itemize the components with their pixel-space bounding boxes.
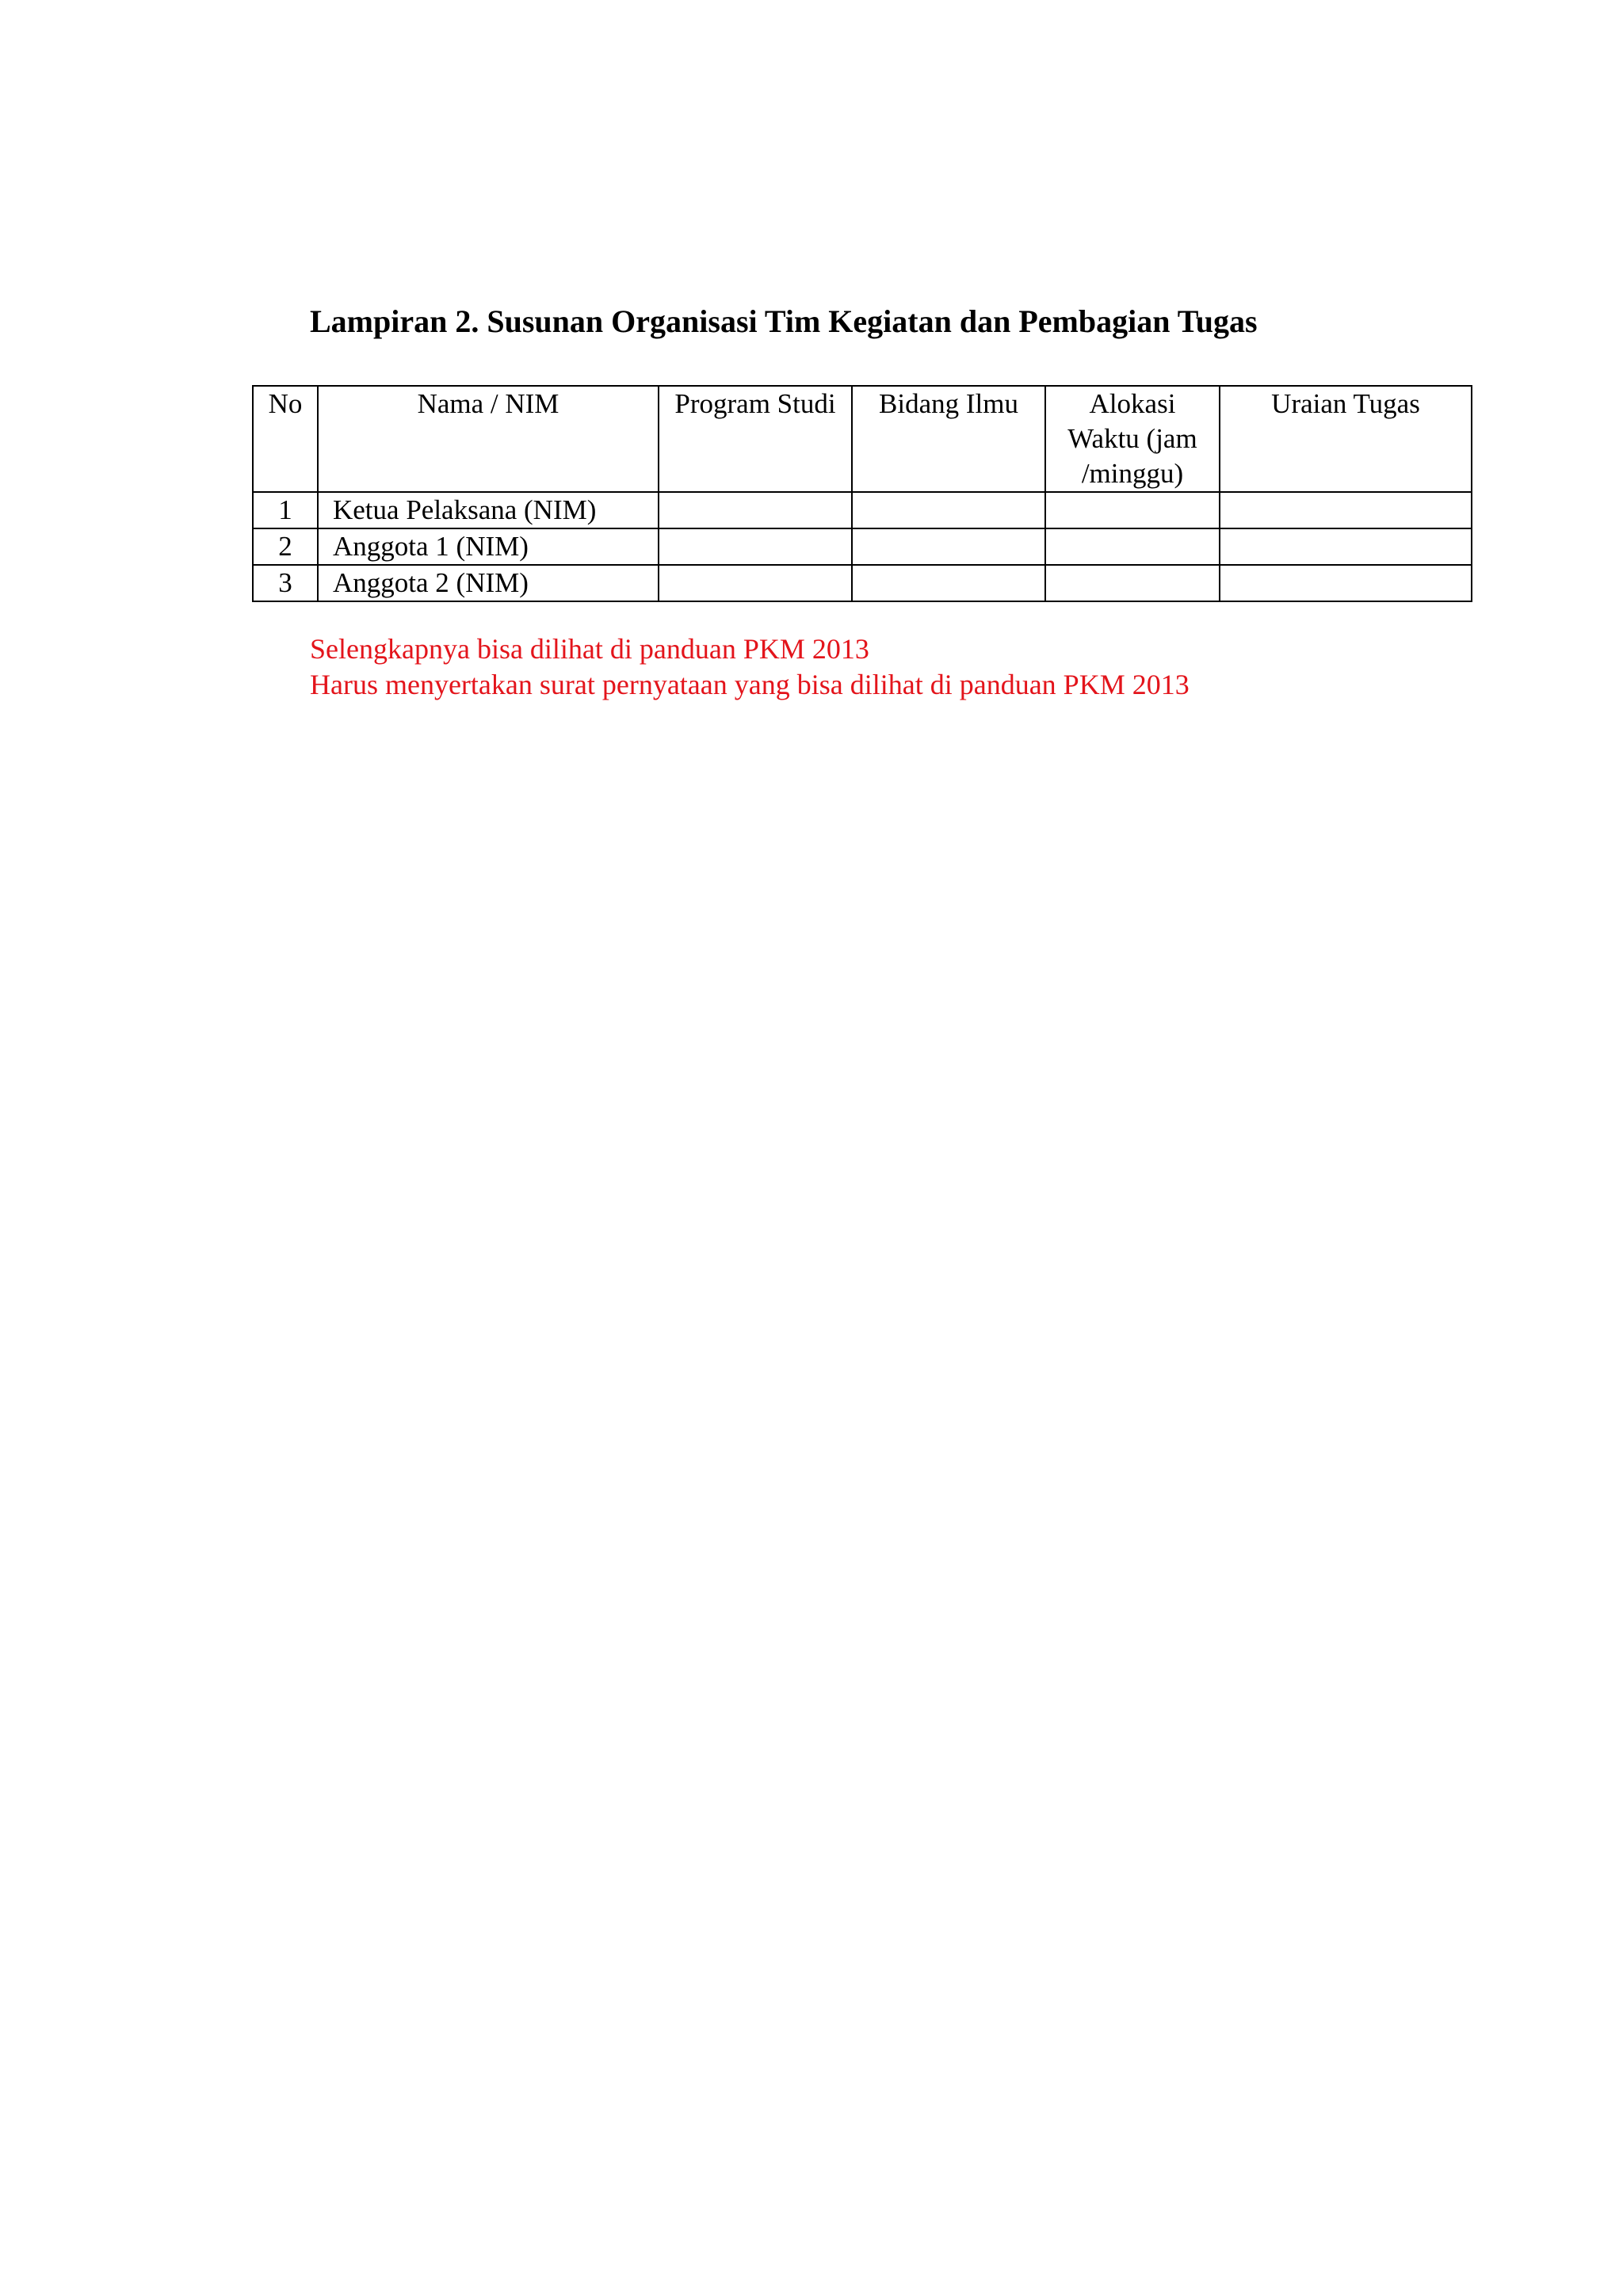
cell-uraian-tugas [1220, 528, 1472, 565]
cell-nama-nim: Ketua Pelaksana (NIM) [318, 492, 659, 528]
cell-uraian-tugas [1220, 492, 1472, 528]
cell-no: 1 [253, 492, 318, 528]
header-program-studi: Program Studi [659, 386, 852, 492]
table-row [253, 528, 1472, 565]
cell-uraian-tugas [1220, 565, 1472, 601]
cell-program-studi [659, 492, 852, 528]
header-uraian-tugas: Uraian Tugas [1220, 386, 1472, 492]
table-row [253, 492, 1472, 528]
cell-nama-nim: Anggota 1 (NIM) [318, 528, 659, 565]
team-organization-table [252, 385, 1472, 602]
cell-no: 3 [253, 565, 318, 601]
cell-alokasi-waktu [1045, 565, 1220, 601]
header-bidang-ilmu: Bidang Ilmu [852, 386, 1045, 492]
note-line: Harus menyertakan surat pernyataan yang bisa dilihat di panduan PKM 2013 [310, 669, 1190, 700]
cell-program-studi [659, 565, 852, 601]
cell-nama-nim: Anggota 2 (NIM) [318, 565, 659, 601]
cell-no: 2 [253, 528, 318, 565]
cell-bidang-ilmu [852, 528, 1045, 565]
page-title: Lampiran 2. Susunan Organisasi Tim Kegiatan dan Pembagian Tugas [310, 303, 1258, 339]
notes-block [310, 631, 1190, 703]
cell-alokasi-waktu [1045, 492, 1220, 528]
cell-alokasi-waktu [1045, 528, 1220, 565]
header-no: No [253, 386, 318, 492]
header-alokasi-waktu: Alokasi Waktu (jam /minggu) [1045, 386, 1220, 492]
header-nama-nim: Nama / NIM [318, 386, 659, 492]
table-row [253, 565, 1472, 601]
cell-bidang-ilmu [852, 492, 1045, 528]
table-header-row [253, 386, 1472, 492]
cell-program-studi [659, 528, 852, 565]
cell-bidang-ilmu [852, 565, 1045, 601]
note-line: Selengkapnya bisa dilihat di panduan PKM 2013 [310, 633, 869, 665]
